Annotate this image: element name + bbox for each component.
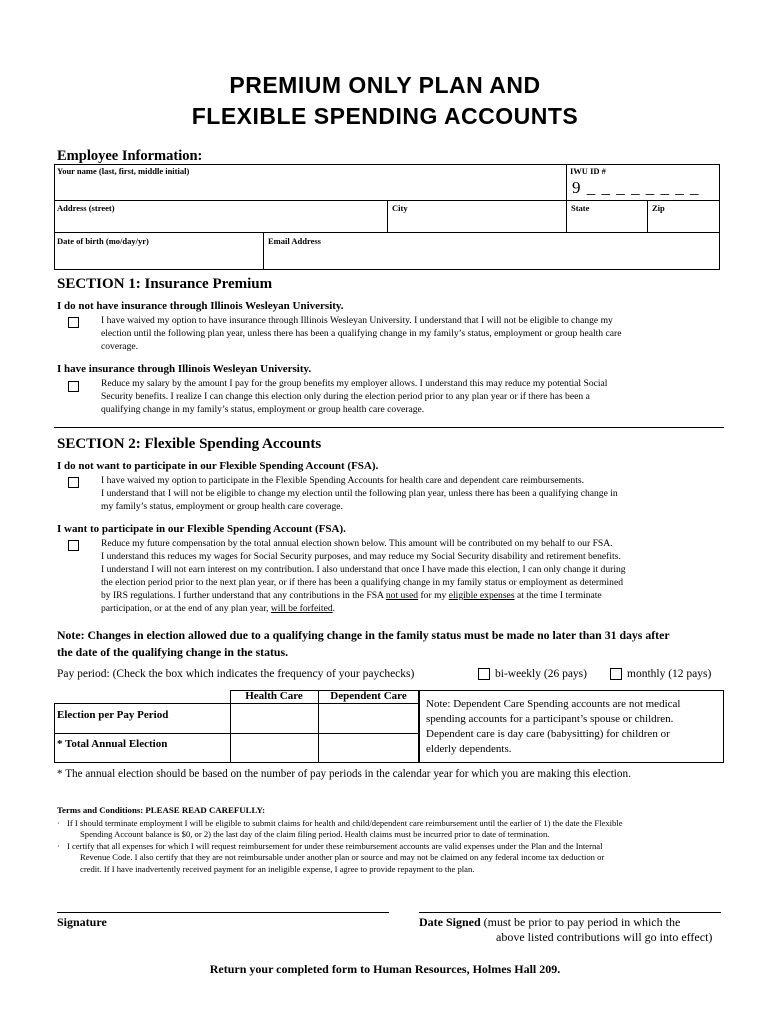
text-run: for my [418,590,449,601]
section2-option2-text-1: Reduce my future compensation by the total annual election shown below. This amount will be contributed on my behalf to our FSA. [101,538,613,549]
section1-option1-checkbox[interactable] [68,317,79,328]
text-run: . [332,603,336,614]
health-care-column-header: Health Care [245,690,303,702]
dependent-care-note-3: Dependent care is day care (babysitting) for children or [426,728,670,740]
form-title-line1: PREMIUM ONLY PLAN AND [229,72,541,98]
election-per-pay-label: Election per Pay Period [57,709,169,721]
section2-option2-text-5 [101,589,602,602]
state-field[interactable] [571,212,645,231]
divider [647,200,648,232]
city-field[interactable] [392,212,564,231]
zip-field[interactable] [652,212,718,231]
section1-option1-text-2: election until the following plan year, unless there has been a qualifying change in my family’s status, employment or group health care [101,328,622,339]
text-run: participation, or at the end of any plan year, [101,603,271,614]
text-run: by IRS regulations. I further understand that any contributions in the FSA [101,590,386,601]
section2-option1-checkbox[interactable] [68,477,79,488]
section2-option1-title: I do not want to participate in our Flexible Spending Account (FSA). [57,460,379,472]
dependent-care-column-header: Dependent Care [330,690,407,702]
section1-option2-text-3: qualifying change in my family’s status, employment or group health care coverage. [101,404,425,415]
signature-field[interactable] [57,893,389,911]
section1-option2-text-2: Security benefits. I realize I can change this election only during the election period prior to any plan year or if there has been a [101,391,590,402]
dependent-care-note-4: elderly dependents. [426,743,512,755]
divider [566,164,567,232]
bullet: · [57,841,60,851]
email-label: Email Address [268,236,321,246]
divider [263,232,264,270]
date-signed-field[interactable] [419,893,721,911]
dependent-care-per-pay-field[interactable] [320,705,417,731]
date-signed-caption [419,915,680,930]
terms-item2-line2: Revenue Code. I also certify that they are not reimbursable under another plan or source and may not be claimed on any federal income tax deduction or [80,852,605,862]
section2-option1-text-2: I understand that I will not be eligible to change my election until the following plan year, unless there has been a qualifying change in [101,488,618,499]
section1-heading: SECTION 1: Insurance Premium [57,276,273,292]
change-note-line2: the date of the qualifying change in the status. [57,645,289,659]
dob-field[interactable] [58,246,260,268]
name-field-label: Your name (last, first, middle initial) [57,166,190,176]
section2-option2-text-4: the election period prior to the next plan year, or if there has been a qualifying change in my family status or employment as determined [101,577,624,588]
dependent-care-note-2: spending accounts for a participant’s spouse or children. [426,713,674,725]
pay-period-label: Pay period: (Check the box which indicates the frequency of your paychecks) [57,668,415,680]
section-divider [54,427,724,428]
terms-item2-line3: credit. If I have inadvertently received payment for an ineligible expense, I agree to provide repayment to the plan. [80,864,475,874]
dependent-care-note-1: Note: Dependent Care Spending accounts are not medical [426,698,681,710]
monthly-label: monthly (12 pays) [627,668,712,680]
section1-option2-checkbox[interactable] [68,381,79,392]
section1-option1-text-3: coverage. [101,341,139,352]
annual-election-note: * The annual election should be based on the number of pay periods in the calendar year for which you are making this election. [57,768,631,780]
terms-item1-line2: Spending Account balance is $0, or 2) the last day of the claim filing period. Health claims must be incurred prior to date of termination. [80,829,550,839]
dependent-care-annual-field[interactable] [320,735,417,761]
section1-option1-title: I do not have insurance through Illinois Wesleyan University. [57,300,344,312]
health-care-per-pay-field[interactable] [232,705,316,731]
section2-option1-text-3: my family’s status, employment or group health care coverage. [101,501,343,512]
zip-label: Zip [652,203,665,213]
city-label: City [392,203,408,213]
change-note-line1: Note: Changes in election allowed due to a qualifying change in the family status must be made no later than 31 days after [57,628,670,642]
section2-option2-text-6 [101,602,335,615]
divider [54,232,720,233]
date-signed-note-1: (must be prior to pay period in which the [480,915,681,929]
monthly-checkbox[interactable] [610,668,622,680]
underlined-text: will be forfeited [270,603,333,614]
date-signed-label: Date Signed [419,915,481,929]
section1-option2-title: I have insurance through Illinois Wesleyan University. [57,363,312,375]
return-instructions: Return your completed form to Human Resources, Holmes Hall 209. [209,962,561,976]
text-run: at the time I terminate [514,590,602,601]
section2-option1-text-1: I have waived my option to participate in the Flexible Spending Accounts for health care and dependent care reimbursements. [101,475,584,486]
section1-option1-text-1: I have waived my option to have insurance through Illinois Wesleyan University. I understand that I will not be eligible to change my [101,315,613,326]
dob-label: Date of birth (mo/day/yr) [57,236,149,246]
section2-option2-text-2: I understand this reduces my wages for Social Security purposes, and may reduce my Social Security disability and retirement benefits. [101,551,621,562]
terms-heading: Terms and Conditions: PLEASE READ CAREFULLY: [57,805,265,815]
biweekly-label: bi-weekly (26 pays) [495,668,587,680]
section2-heading: SECTION 2: Flexible Spending Accounts [57,436,322,452]
iwu-id-field[interactable]: 9 _ _ _ _ _ _ _ _ [572,178,700,197]
bullet: · [57,818,60,828]
iwu-id-label: IWU ID # [570,166,606,176]
terms-item2-line1: I certify that all expenses for which I will request reimbursement for under these reimbursement accounts are valid expenses under the Plan and the Internal [67,841,603,851]
underlined-text: eligible expenses [448,590,515,601]
state-label: State [571,203,590,213]
date-line [419,912,721,913]
divider [54,733,419,734]
date-signed-note-2: above listed contributions will go into effect) [496,930,713,944]
signature-line [57,912,389,913]
email-field[interactable] [268,246,718,268]
section2-option2-text-3: I understand I will not earn interest on my contribution. I also understand that once I have made this election, I can only change it during [101,564,626,575]
address-field[interactable] [58,212,384,231]
health-care-annual-field[interactable] [232,735,316,761]
terms-item1-line1: If I should terminate employment I will be eligible to submit claims for health and child/dependent care reimbursement until the earlier of 1) the date the Flexible [67,818,623,828]
biweekly-checkbox[interactable] [478,668,490,680]
total-annual-election-label: * Total Annual Election [57,738,168,750]
signature-label: Signature [57,915,107,929]
employee-info-heading: Employee Information: [57,148,203,164]
name-field[interactable] [58,175,563,199]
form-title-line2: FLEXIBLE SPENDING ACCOUNTS [191,103,579,129]
section2-option2-title: I want to participate in our Flexible Spending Account (FSA). [57,523,346,535]
section2-option2-checkbox[interactable] [68,540,79,551]
address-label: Address (street) [57,203,115,213]
divider [387,200,388,232]
section1-option2-text-1: Reduce my salary by the amount I pay for the group benefits my employer allows. I understand this may reduce my potential Social [101,378,608,389]
underlined-text: not used [385,590,419,601]
